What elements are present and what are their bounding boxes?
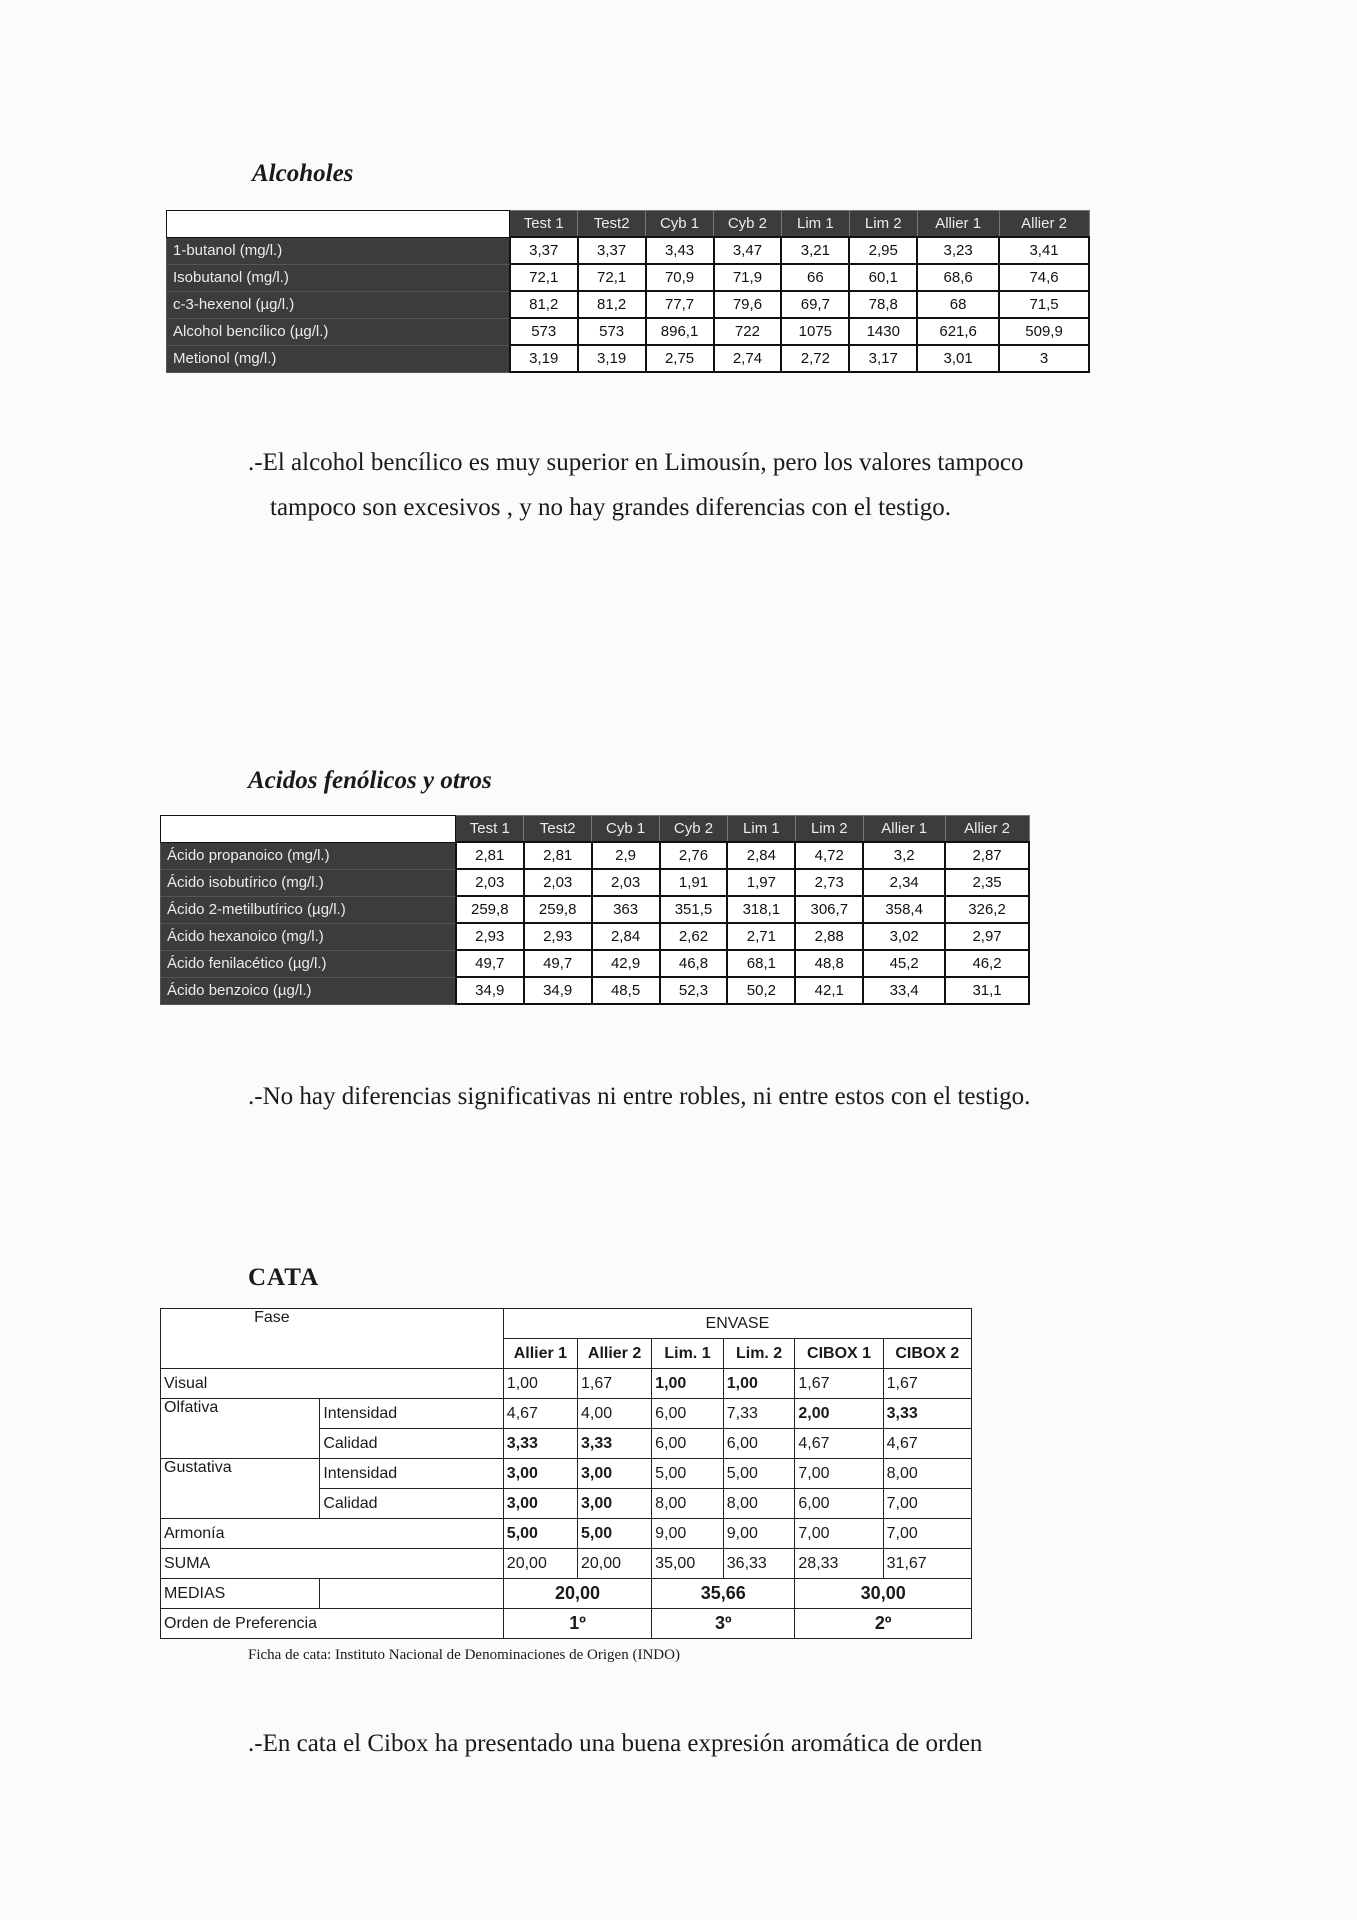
cata-col-header: CIBOX 1 [795, 1339, 883, 1369]
acidos-cell: 46,8 [660, 950, 728, 977]
cata-table [160, 1308, 972, 1639]
cata-cell: 8,00 [723, 1489, 795, 1519]
alcoholes-corner [167, 211, 510, 238]
acidos-row [161, 842, 1030, 869]
cata-row-label: SUMA [161, 1549, 504, 1579]
acidos-col-header: Allier 1 [863, 816, 945, 843]
acidos-cell: 4,72 [795, 842, 863, 869]
cata-sub-label: Calidad [320, 1489, 503, 1519]
acidos-col-header: Lim 2 [795, 816, 863, 843]
acidos-cell: 2,87 [945, 842, 1029, 869]
alcoholes-cell: 3,41 [999, 237, 1089, 264]
cata-cell: 7,33 [723, 1399, 795, 1429]
cata-cell: 3,33 [883, 1399, 971, 1429]
cata-fase-header [161, 1309, 504, 1369]
acidos-cell: 2,03 [524, 869, 592, 896]
acidos-cell: 2,76 [660, 842, 728, 869]
cata-cell: 9,00 [723, 1519, 795, 1549]
cata-cell: 5,00 [503, 1519, 577, 1549]
cata-cell: 1,67 [883, 1369, 971, 1399]
alcoholes-col-header: Test2 [578, 211, 646, 238]
alcoholes-cell: 3 [999, 345, 1089, 372]
cata-cell: 1,00 [723, 1369, 795, 1399]
alcoholes-cell: 60,1 [849, 264, 917, 291]
acidos-col-header: Lim 1 [727, 816, 795, 843]
acidos-cell: 2,35 [945, 869, 1029, 896]
acidos-cell: 1,97 [727, 869, 795, 896]
acidos-cell: 42,1 [795, 977, 863, 1004]
cata-row-label: Olfativa [161, 1399, 320, 1459]
acidos-cell: 2,97 [945, 923, 1029, 950]
cata-cell: 4,67 [883, 1429, 971, 1459]
cata-merged-cell: 20,00 [503, 1579, 651, 1609]
cata-cell: 35,00 [652, 1549, 724, 1579]
alcoholes-cell: 79,6 [714, 291, 782, 318]
acidos-row [161, 977, 1030, 1004]
acidos-row-label: Ácido isobutírico (mg/l.) [161, 869, 456, 896]
acidos-cell: 34,9 [456, 977, 524, 1004]
acidos-cell: 34,9 [524, 977, 592, 1004]
alcoholes-cell: 3,23 [917, 237, 999, 264]
acidos-cell: 2,03 [456, 869, 524, 896]
alcoholes-cell: 77,7 [646, 291, 714, 318]
cata-col-header: Allier 2 [577, 1339, 651, 1369]
cata-merged-cell: 35,66 [652, 1579, 795, 1609]
cata-cell: 5,00 [652, 1459, 724, 1489]
acidos-cell: 2,9 [592, 842, 660, 869]
alcoholes-cell: 69,7 [781, 291, 849, 318]
cata-row-gustativa-intensidad [161, 1459, 972, 1489]
cata-cell: 6,00 [795, 1489, 883, 1519]
cata-cell: 4,67 [503, 1399, 577, 1429]
alcoholes-title: Alcoholes [252, 160, 354, 187]
cata-cell: 3,00 [577, 1459, 651, 1489]
acidos-cell: 2,84 [727, 842, 795, 869]
alcoholes-note-line1: .-El alcohol bencílico es muy superior en Limousín, pero los valores tampoco [248, 449, 1024, 476]
alcoholes-cell: 573 [578, 318, 646, 345]
alcoholes-cell: 621,6 [917, 318, 999, 345]
acidos-row [161, 950, 1030, 977]
cata-cell: 7,00 [883, 1519, 971, 1549]
cata-cell: 20,00 [577, 1549, 651, 1579]
alcoholes-row-label: Alcohol bencílico (µg/l.) [167, 318, 510, 345]
cata-cell: 7,00 [795, 1519, 883, 1549]
alcoholes-row [167, 345, 1090, 372]
cata-cell: 5,00 [723, 1459, 795, 1489]
acidos-row [161, 923, 1030, 950]
acidos-cell: 2,73 [795, 869, 863, 896]
alcoholes-header-row [167, 211, 1090, 238]
alcoholes-cell: 3,01 [917, 345, 999, 372]
cata-note: .-En cata el Cibox ha presentado una buena expresión aromática de orden [248, 1730, 983, 1757]
alcoholes-row [167, 237, 1090, 264]
cata-col-header: Lim. 1 [652, 1339, 724, 1369]
cata-envase-header: ENVASE [503, 1309, 971, 1339]
cata-row-olfativa-intensidad [161, 1399, 972, 1429]
acidos-row [161, 896, 1030, 923]
alcoholes-cell: 2,95 [849, 237, 917, 264]
acidos-cell: 42,9 [592, 950, 660, 977]
acidos-cell: 259,8 [524, 896, 592, 923]
acidos-note: .-No hay diferencias significativas ni entre robles, ni entre estos con el testigo. [248, 1083, 1031, 1110]
cata-cell: 1,67 [795, 1369, 883, 1399]
cata-cell: 7,00 [883, 1489, 971, 1519]
acidos-col-header: Test2 [524, 816, 592, 843]
cata-row-orden [161, 1609, 972, 1639]
alcoholes-cell: 81,2 [578, 291, 646, 318]
acidos-cell: 68,1 [727, 950, 795, 977]
cata-row-label: Gustativa [161, 1459, 320, 1519]
acidos-cell: 2,84 [592, 923, 660, 950]
cata-row-label: Visual [161, 1369, 504, 1399]
cata-cell: 4,00 [577, 1399, 651, 1429]
acidos-cell: 259,8 [456, 896, 524, 923]
acidos-cell: 52,3 [660, 977, 728, 1004]
acidos-cell: 2,81 [524, 842, 592, 869]
cata-cell: 3,33 [577, 1429, 651, 1459]
acidos-cell: 48,8 [795, 950, 863, 977]
acidos-row [161, 869, 1030, 896]
alcoholes-cell: 509,9 [999, 318, 1089, 345]
acidos-cell: 2,81 [456, 842, 524, 869]
alcoholes-cell: 722 [714, 318, 782, 345]
acidos-cell: 49,7 [456, 950, 524, 977]
acidos-corner [161, 816, 456, 843]
cata-row-label: MEDIAS [161, 1579, 320, 1609]
cata-cell: 9,00 [652, 1519, 724, 1549]
alcoholes-row-label: Isobutanol (mg/l.) [167, 264, 510, 291]
cata-row-label: Orden de Preferencia [161, 1609, 504, 1639]
cata-title: CATA [248, 1264, 320, 1291]
alcoholes-cell: 1430 [849, 318, 917, 345]
acidos-row-label: Ácido 2-metilbutírico (µg/l.) [161, 896, 456, 923]
acidos-col-header: Allier 2 [945, 816, 1029, 843]
acidos-cell: 33,4 [863, 977, 945, 1004]
alcoholes-cell: 1075 [781, 318, 849, 345]
alcoholes-col-header: Cyb 1 [646, 211, 714, 238]
acidos-cell: 326,2 [945, 896, 1029, 923]
acidos-row-label: Ácido hexanoico (mg/l.) [161, 923, 456, 950]
alcoholes-col-header: Lim 2 [849, 211, 917, 238]
alcoholes-row-label: Metionol (mg/l.) [167, 345, 510, 372]
alcoholes-cell: 68,6 [917, 264, 999, 291]
cata-cell: 1,67 [577, 1369, 651, 1399]
acidos-cell: 351,5 [660, 896, 728, 923]
alcoholes-cell: 3,37 [510, 237, 578, 264]
cata-cell: 3,00 [503, 1489, 577, 1519]
alcoholes-cell: 72,1 [510, 264, 578, 291]
cata-col-header: CIBOX 2 [883, 1339, 971, 1369]
cata-empty-cell [320, 1579, 503, 1609]
cata-fase-label: Fase [254, 1309, 290, 1326]
acidos-cell: 363 [592, 896, 660, 923]
cata-cell: 8,00 [652, 1489, 724, 1519]
alcoholes-col-header: Lim 1 [781, 211, 849, 238]
cata-col-header: Allier 1 [503, 1339, 577, 1369]
cata-merged-cell: 1º [503, 1609, 651, 1639]
acidos-cell: 46,2 [945, 950, 1029, 977]
alcoholes-row [167, 318, 1090, 345]
acidos-col-header: Cyb 1 [592, 816, 660, 843]
cata-cell: 20,00 [503, 1549, 577, 1579]
acidos-col-header: Test 1 [456, 816, 524, 843]
acidos-cell: 49,7 [524, 950, 592, 977]
cata-cell: 7,00 [795, 1459, 883, 1489]
alcoholes-cell: 66 [781, 264, 849, 291]
cata-row-visual [161, 1369, 972, 1399]
cata-cell: 31,67 [883, 1549, 971, 1579]
acidos-cell: 2,62 [660, 923, 728, 950]
alcoholes-cell: 3,19 [510, 345, 578, 372]
acidos-cell: 3,02 [863, 923, 945, 950]
alcoholes-cell: 2,75 [646, 345, 714, 372]
alcoholes-cell: 81,2 [510, 291, 578, 318]
alcoholes-cell: 70,9 [646, 264, 714, 291]
alcoholes-note-line2: tampoco son excesivos , y no hay grandes diferencias con el testigo. [270, 494, 952, 521]
acidos-cell: 2,03 [592, 869, 660, 896]
acidos-title: Acidos fenólicos y otros [248, 767, 492, 794]
acidos-cell: 2,71 [727, 923, 795, 950]
cata-cell: 3,33 [503, 1429, 577, 1459]
acidos-header-row [161, 816, 1030, 843]
cata-cell: 4,67 [795, 1429, 883, 1459]
cata-cell: 2,00 [795, 1399, 883, 1429]
alcoholes-cell: 3,19 [578, 345, 646, 372]
cata-row-suma [161, 1549, 972, 1579]
alcoholes-cell: 3,21 [781, 237, 849, 264]
alcoholes-cell: 3,37 [578, 237, 646, 264]
alcoholes-cell: 71,9 [714, 264, 782, 291]
acidos-cell: 318,1 [727, 896, 795, 923]
acidos-row-label: Ácido fenilacético (µg/l.) [161, 950, 456, 977]
acidos-cell: 31,1 [945, 977, 1029, 1004]
alcoholes-cell: 896,1 [646, 318, 714, 345]
acidos-row-label: Ácido propanoico (mg/l.) [161, 842, 456, 869]
alcoholes-cell: 74,6 [999, 264, 1089, 291]
acidos-cell: 306,7 [795, 896, 863, 923]
acidos-cell: 45,2 [863, 950, 945, 977]
alcoholes-row-label: c-3-hexenol (µg/l.) [167, 291, 510, 318]
alcoholes-col-header: Test 1 [510, 211, 578, 238]
alcoholes-cell: 3,43 [646, 237, 714, 264]
cata-merged-cell: 3º [652, 1609, 795, 1639]
cata-cell: 28,33 [795, 1549, 883, 1579]
alcoholes-cell: 68 [917, 291, 999, 318]
cata-merged-cell: 2º [795, 1609, 972, 1639]
cata-cell: 1,00 [652, 1369, 724, 1399]
alcoholes-cell: 573 [510, 318, 578, 345]
alcoholes-col-header: Allier 1 [917, 211, 999, 238]
acidos-cell: 2,93 [524, 923, 592, 950]
cata-cell: 5,00 [577, 1519, 651, 1549]
cata-cell: 6,00 [723, 1429, 795, 1459]
acidos-cell: 3,2 [863, 842, 945, 869]
acidos-cell: 2,34 [863, 869, 945, 896]
acidos-cell: 2,93 [456, 923, 524, 950]
alcoholes-row [167, 264, 1090, 291]
alcoholes-row [167, 291, 1090, 318]
alcoholes-cell: 3,47 [714, 237, 782, 264]
cata-cell: 36,33 [723, 1549, 795, 1579]
cata-col-header: Lim. 2 [723, 1339, 795, 1369]
acidos-cell: 48,5 [592, 977, 660, 1004]
cata-caption: Ficha de cata: Instituto Nacional de Denominaciones de Origen (INDO) [248, 1647, 680, 1663]
alcoholes-cell: 2,74 [714, 345, 782, 372]
cata-merged-cell: 30,00 [795, 1579, 972, 1609]
cata-cell: 6,00 [652, 1399, 724, 1429]
cata-sub-label: Calidad [320, 1429, 503, 1459]
alcoholes-cell: 78,8 [849, 291, 917, 318]
acidos-col-header: Cyb 2 [660, 816, 728, 843]
cata-sub-label: Intensidad [320, 1459, 503, 1489]
acidos-table [160, 815, 1030, 1005]
cata-cell: 1,00 [503, 1369, 577, 1399]
acidos-row-label: Ácido benzoico (µg/l.) [161, 977, 456, 1004]
acidos-cell: 2,88 [795, 923, 863, 950]
cata-row-label: Armonía [161, 1519, 504, 1549]
alcoholes-cell: 2,72 [781, 345, 849, 372]
cata-cell: 8,00 [883, 1459, 971, 1489]
alcoholes-cell: 71,5 [999, 291, 1089, 318]
alcoholes-table [166, 210, 1090, 373]
alcoholes-row-label: 1-butanol (mg/l.) [167, 237, 510, 264]
cata-cell: 3,00 [577, 1489, 651, 1519]
alcoholes-cell: 3,17 [849, 345, 917, 372]
cata-sub-label: Intensidad [320, 1399, 503, 1429]
cata-header-row [161, 1309, 972, 1339]
cata-cell: 3,00 [503, 1459, 577, 1489]
alcoholes-col-header: Allier 2 [999, 211, 1089, 238]
alcoholes-col-header: Cyb 2 [714, 211, 782, 238]
acidos-cell: 358,4 [863, 896, 945, 923]
alcoholes-cell: 72,1 [578, 264, 646, 291]
cata-row-armonia [161, 1519, 972, 1549]
cata-row-medias [161, 1579, 972, 1609]
cata-cell: 6,00 [652, 1429, 724, 1459]
acidos-cell: 1,91 [660, 869, 728, 896]
acidos-cell: 50,2 [727, 977, 795, 1004]
